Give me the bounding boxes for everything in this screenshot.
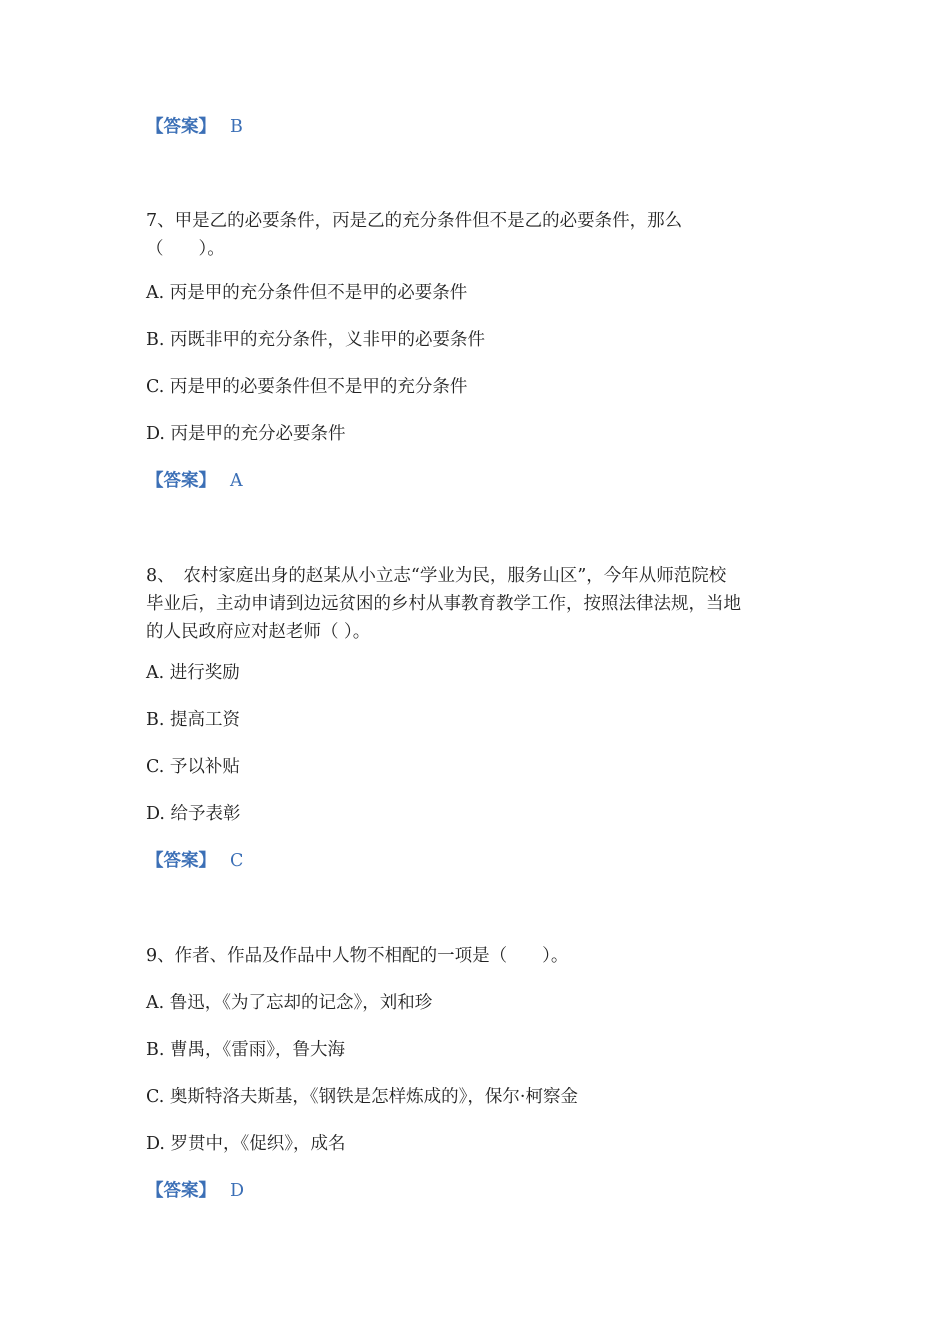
q8-option-b: B. 提高工资: [146, 710, 240, 730]
q7-stem-line-1: 7、甲是乙的必要条件，丙是乙的充分条件但不是乙的必要条件，那么: [146, 211, 683, 231]
q7-option-d: D. 丙是甲的充分必要条件: [146, 424, 346, 444]
q6-answer: [146, 113, 243, 141]
q9-answer-value: D: [230, 1181, 245, 1201]
q9-stem-line-1: 9、作者、作品及作品中人物不相配的一项是（ ）。: [146, 946, 569, 966]
q6-answer-value: B: [230, 117, 243, 137]
q9-answer: [146, 1177, 244, 1205]
answer-label: 【答案】: [146, 1181, 216, 1201]
answer-label: 【答案】: [146, 117, 216, 137]
q8-option-d: D. 给予表彰: [146, 804, 241, 824]
q9-stem: [146, 942, 806, 970]
q8-answer: [146, 847, 243, 875]
q8-stem: [146, 562, 806, 646]
q8-stem-line-2: 毕业后，主动申请到边远贫困的乡村从事教育教学工作，按照法律法规，当地: [146, 594, 741, 614]
answer-label: 【答案】: [146, 851, 216, 871]
q7-answer: [146, 467, 243, 495]
q7-option-c: C. 丙是甲的必要条件但不是甲的充分条件: [146, 377, 468, 397]
q9-option-d: D. 罗贯中，《促织》，成名: [146, 1134, 346, 1154]
q8-option-c: C. 予以补贴: [146, 757, 240, 777]
q9-option-b: B. 曹禺，《雷雨》，鲁大海: [146, 1040, 345, 1060]
q8-stem-line-3: 的人民政府应对赵老师（ ）。: [146, 622, 371, 642]
q9-option-a: A. 鲁迅，《为了忘却的记念》，刘和珍: [146, 993, 433, 1013]
q7-stem: [146, 207, 806, 263]
q8-answer-value: C: [230, 851, 244, 871]
q7-stem-line-2: （ ）。: [146, 239, 225, 259]
q7-option-a: A. 丙是甲的充分条件但不是甲的必要条件: [146, 283, 468, 303]
q9-option-c: C. 奥斯特洛夫斯基，《钢铁是怎样炼成的》，保尔·柯察金: [146, 1087, 578, 1107]
answer-label: 【答案】: [146, 471, 216, 491]
q8-stem-line-1: 8、 农村家庭出身的赵某从小立志“学业为民，服务山区”，今年从师范院校: [146, 566, 727, 586]
q7-option-b: B. 丙既非甲的充分条件，义非甲的必要条件: [146, 330, 485, 350]
q7-answer-value: A: [230, 471, 243, 491]
q8-option-a: A. 进行奖励: [146, 663, 240, 683]
